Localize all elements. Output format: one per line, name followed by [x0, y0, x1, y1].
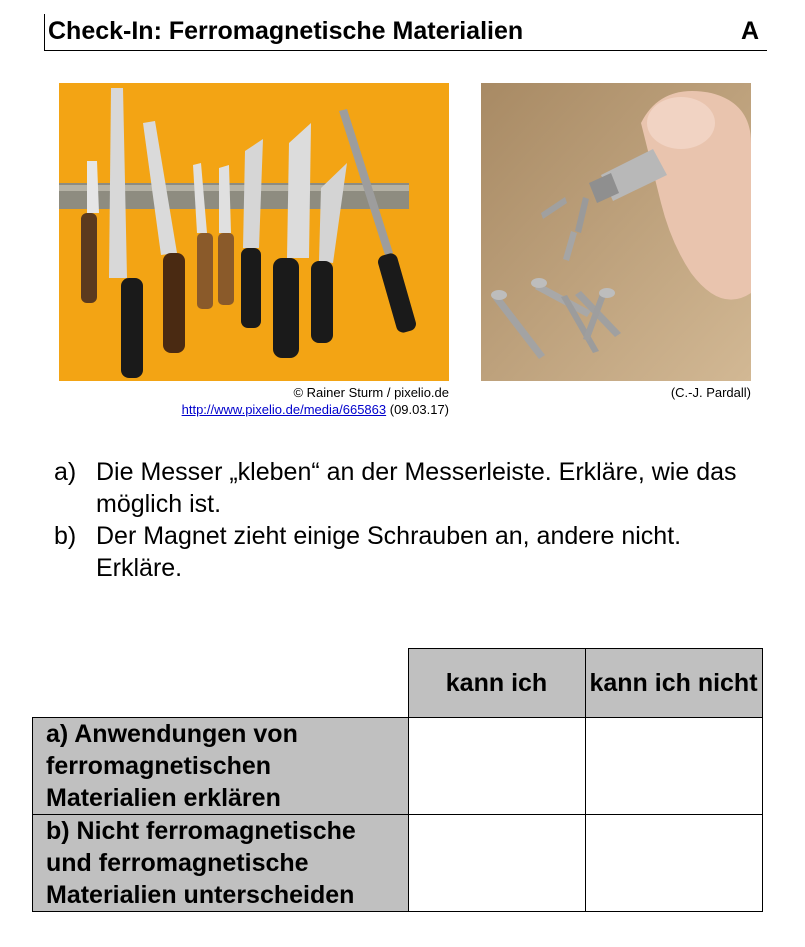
screws-magnet-photo: [481, 83, 751, 381]
level-letter: A: [740, 17, 759, 45]
task-label: b): [54, 522, 77, 550]
checkbox-cell-can-b[interactable]: [408, 815, 585, 912]
table-row: [33, 815, 763, 912]
checkbox-cell-cannot-a[interactable]: [585, 718, 762, 815]
credit-date: (09.03.17): [386, 402, 449, 417]
task-b: [54, 520, 774, 584]
empty-corner-cell: [33, 649, 409, 718]
screws-photo-credit: (C.-J. Pardall): [670, 385, 751, 400]
task-label: a): [54, 458, 77, 486]
task-text: Der Magnet zieht einige Schrauben an, andere nicht. Erkläre.: [96, 522, 682, 582]
credit-author: © Rainer Sturm / pixelio.de: [293, 385, 449, 400]
knives-photo: [59, 83, 449, 381]
checkbox-cell-can-a[interactable]: [408, 718, 585, 815]
worksheet-header: [44, 14, 767, 51]
checkbox-cell-cannot-b[interactable]: [585, 815, 762, 912]
row-label-a: a) Anwendungen von ferromagnetischen Materialien erklären: [33, 718, 409, 815]
credit-source-line: [59, 401, 449, 418]
page-title: Check-In: Ferromagnetische Materialien: [48, 17, 524, 45]
self-assessment-table: [32, 648, 763, 912]
task-a: [54, 456, 774, 520]
row-label-b: b) Nicht ferromagnetische und ferromagnetische Materialien unterscheiden: [33, 815, 409, 912]
table-header-row: [33, 649, 763, 718]
task-list: [54, 456, 774, 584]
knives-photo-credit: [59, 384, 449, 418]
task-text: Die Messer „kleben“ an der Messerleiste. Erkläre, wie das möglich ist.: [96, 458, 737, 518]
credit-link[interactable]: http://www.pixelio.de/media/665863: [181, 402, 387, 417]
column-header-cannot: kann ich nicht: [585, 649, 762, 718]
table-row: [33, 718, 763, 815]
column-header-can: kann ich: [408, 649, 585, 718]
